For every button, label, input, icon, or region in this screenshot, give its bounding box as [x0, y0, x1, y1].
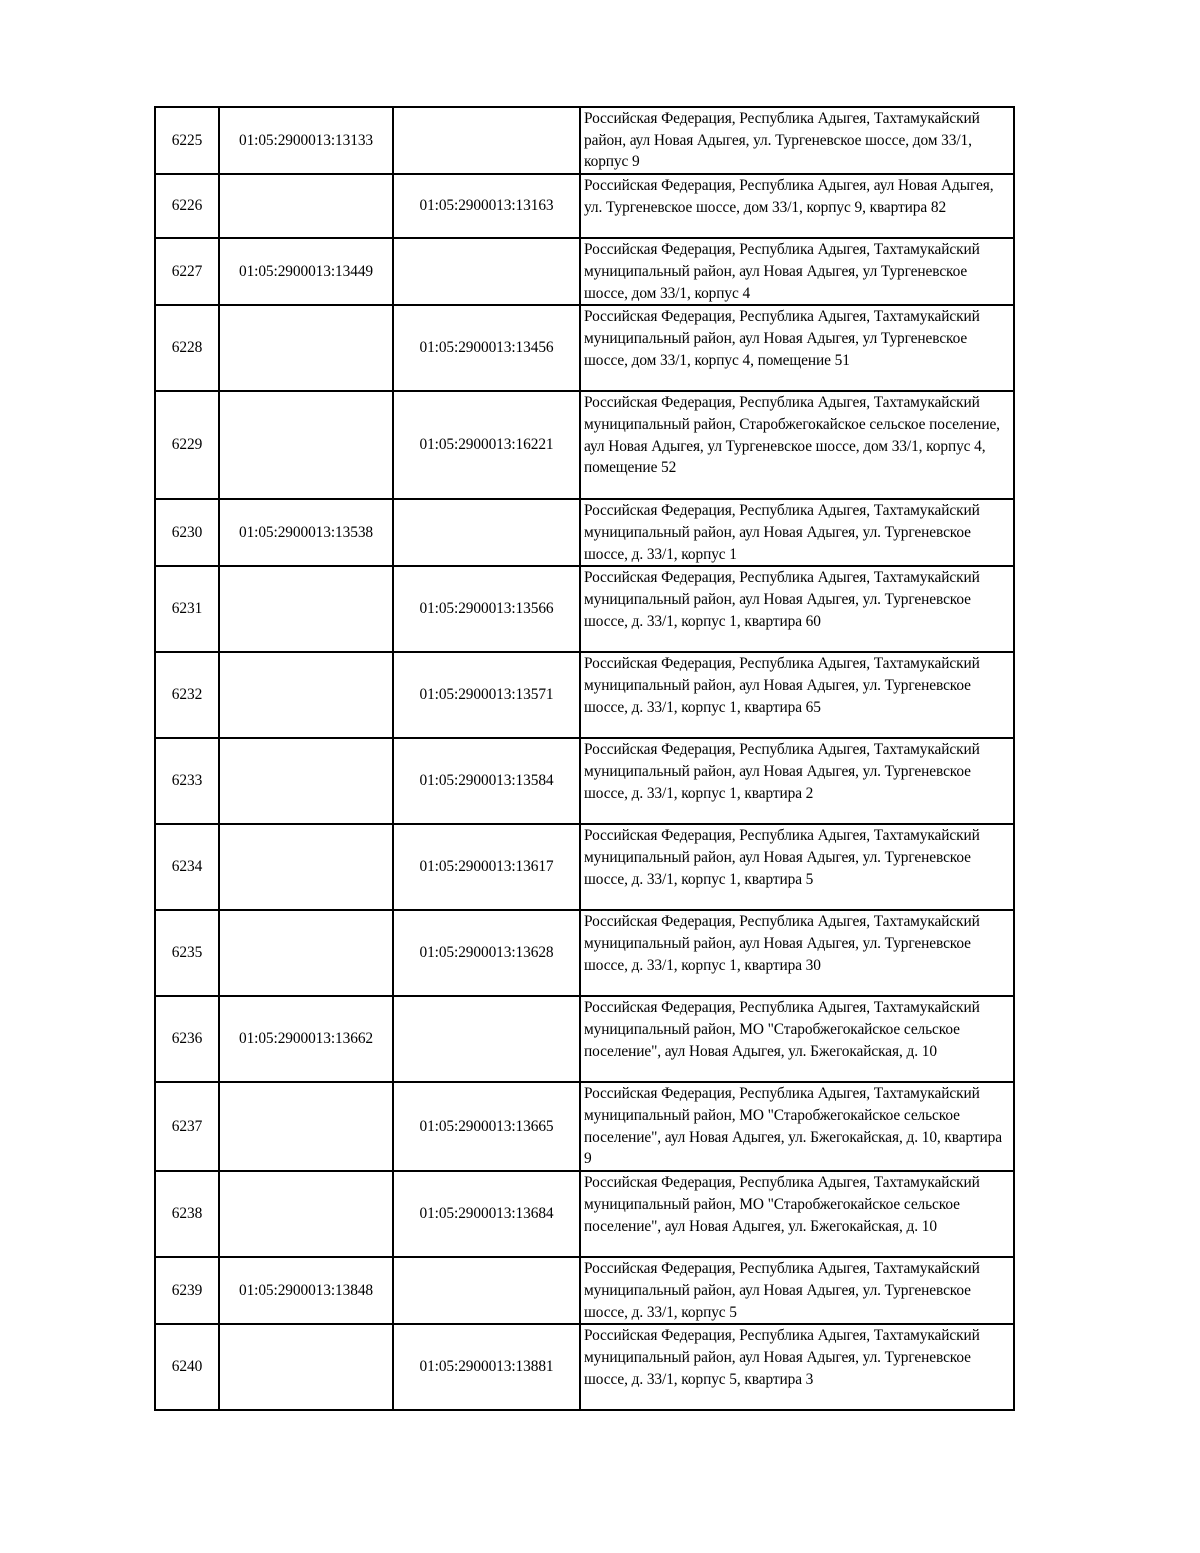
address-cell: Российская Федерация, Республика Адыгея, Тахтамукайский муниципальный район, аул Новая Адыгея, ул. Тургеневское шоссе, д. 33/1, корпус 1, квартира 5 — [580, 824, 1014, 910]
row-number: 6227 — [155, 238, 219, 305]
building-cadastral-number: 01:05:2900013:13133 — [219, 107, 393, 174]
premise-cadastral-number: 01:05:2900013:13881 — [393, 1324, 580, 1410]
premise-cadastral-number: 01:05:2900013:13665 — [393, 1082, 580, 1171]
address-cell: Российская Федерация, Республика Адыгея, Тахтамукайский муниципальный район, аул Новая Адыгея, ул. Тургеневское шоссе, д. 33/1, корпус 1, квартира 30 — [580, 910, 1014, 996]
premise-cadastral-number: 01:05:2900013:13566 — [393, 566, 580, 652]
table-row — [155, 238, 1014, 305]
address-cell: Российская Федерация, Республика Адыгея, Тахтамукайский муниципальный район, Старобжегокайское сельское поселение, аул Новая Адыгея, ул Тургеневское шоссе, дом 33/1, корпус 4, помещение 52 — [580, 391, 1014, 499]
building-cadastral-number — [219, 910, 393, 996]
building-cadastral-number — [219, 738, 393, 824]
building-cadastral-number: 01:05:2900013:13848 — [219, 1257, 393, 1324]
premise-cadastral-number — [393, 1257, 580, 1324]
row-number: 6238 — [155, 1171, 219, 1257]
premise-cadastral-number: 01:05:2900013:13628 — [393, 910, 580, 996]
row-number: 6234 — [155, 824, 219, 910]
building-cadastral-number: 01:05:2900013:13662 — [219, 996, 393, 1082]
table-row — [155, 1324, 1014, 1410]
building-cadastral-number — [219, 1324, 393, 1410]
building-cadastral-number: 01:05:2900013:13449 — [219, 238, 393, 305]
table-row — [155, 652, 1014, 738]
row-number: 6239 — [155, 1257, 219, 1324]
table-row — [155, 174, 1014, 238]
address-cell: Российская Федерация, Республика Адыгея, Тахтамукайский муниципальный район, аул Новая Адыгея, ул Тургеневское шоссе, дом 33/1, корпус 4, помещение 51 — [580, 305, 1014, 391]
table-row — [155, 1082, 1014, 1171]
address-cell: Российская Федерация, Республика Адыгея, Тахтамукайский муниципальный район, МО "Старобжегокайское сельское поселение", аул Новая Адыгея, ул. Бжегокайская, д. 10 — [580, 1171, 1014, 1257]
address-cell: Российская Федерация, Республика Адыгея, Тахтамукайский муниципальный район, аул Новая Адыгея, ул. Тургеневское шоссе, д. 33/1, корпус 1, квартира 60 — [580, 566, 1014, 652]
table-row — [155, 738, 1014, 824]
table-row — [155, 824, 1014, 910]
address-cell: Российская Федерация, Республика Адыгея, Тахтамукайский муниципальный район, аул Новая Адыгея, ул Тургеневское шоссе, дом 33/1, корпус 4 — [580, 238, 1014, 305]
address-cell: Российская Федерация, Республика Адыгея, Тахтамукайский муниципальный район, аул Новая Адыгея, ул. Тургеневское шоссе, д. 33/1, корпус 5 — [580, 1257, 1014, 1324]
address-cell: Российская Федерация, Республика Адыгея, Тахтамукайский район, аул Новая Адыгея, ул. Тургеневское шоссе, дом 33/1, корпус 9 — [580, 107, 1014, 174]
building-cadastral-number — [219, 305, 393, 391]
building-cadastral-number — [219, 174, 393, 238]
premise-cadastral-number: 01:05:2900013:13684 — [393, 1171, 580, 1257]
premise-cadastral-number: 01:05:2900013:13571 — [393, 652, 580, 738]
building-cadastral-number: 01:05:2900013:13538 — [219, 499, 393, 566]
premise-cadastral-number: 01:05:2900013:13163 — [393, 174, 580, 238]
row-number: 6233 — [155, 738, 219, 824]
table-row — [155, 566, 1014, 652]
address-cell: Российская Федерация, Республика Адыгея, аул Новая Адыгея, ул. Тургеневское шоссе, дом 33/1, корпус 9, квартира 82 — [580, 174, 1014, 238]
building-cadastral-number — [219, 824, 393, 910]
row-number: 6235 — [155, 910, 219, 996]
premise-cadastral-number: 01:05:2900013:13584 — [393, 738, 580, 824]
premise-cadastral-number — [393, 107, 580, 174]
building-cadastral-number — [219, 1171, 393, 1257]
address-cell: Российская Федерация, Республика Адыгея, Тахтамукайский муниципальный район, аул Новая Адыгея, ул. Тургеневское шоссе, д. 33/1, корпус 1, квартира 2 — [580, 738, 1014, 824]
premise-cadastral-number — [393, 238, 580, 305]
table-row — [155, 391, 1014, 499]
premise-cadastral-number — [393, 499, 580, 566]
cadastral-registry-table — [154, 106, 1015, 1411]
table-row — [155, 996, 1014, 1082]
premise-cadastral-number: 01:05:2900013:13617 — [393, 824, 580, 910]
building-cadastral-number — [219, 1082, 393, 1171]
premise-cadastral-number: 01:05:2900013:16221 — [393, 391, 580, 499]
table-row — [155, 1171, 1014, 1257]
table-row — [155, 305, 1014, 391]
row-number: 6240 — [155, 1324, 219, 1410]
premise-cadastral-number: 01:05:2900013:13456 — [393, 305, 580, 391]
row-number: 6232 — [155, 652, 219, 738]
building-cadastral-number — [219, 652, 393, 738]
row-number: 6237 — [155, 1082, 219, 1171]
table-row — [155, 107, 1014, 174]
building-cadastral-number — [219, 391, 393, 499]
row-number: 6229 — [155, 391, 219, 499]
row-number: 6231 — [155, 566, 219, 652]
building-cadastral-number — [219, 566, 393, 652]
premise-cadastral-number — [393, 996, 580, 1082]
address-cell: Российская Федерация, Республика Адыгея, Тахтамукайский муниципальный район, МО "Старобжегокайское сельское поселение", аул Новая Адыгея, ул. Бжегокайская, д. 10, квартира 9 — [580, 1082, 1014, 1171]
row-number: 6225 — [155, 107, 219, 174]
address-cell: Российская Федерация, Республика Адыгея, Тахтамукайский муниципальный район, аул Новая Адыгея, ул. Тургеневское шоссе, д. 33/1, корпус 1 — [580, 499, 1014, 566]
table-row — [155, 1257, 1014, 1324]
table-row — [155, 910, 1014, 996]
row-number: 6230 — [155, 499, 219, 566]
row-number: 6226 — [155, 174, 219, 238]
address-cell: Российская Федерация, Республика Адыгея, Тахтамукайский муниципальный район, МО "Старобжегокайское сельское поселение", аул Новая Адыгея, ул. Бжегокайская, д. 10 — [580, 996, 1014, 1082]
address-cell: Российская Федерация, Республика Адыгея, Тахтамукайский муниципальный район, аул Новая Адыгея, ул. Тургеневское шоссе, д. 33/1, корпус 5, квартира 3 — [580, 1324, 1014, 1410]
table-row — [155, 499, 1014, 566]
row-number: 6236 — [155, 996, 219, 1082]
row-number: 6228 — [155, 305, 219, 391]
address-cell: Российская Федерация, Республика Адыгея, Тахтамукайский муниципальный район, аул Новая Адыгея, ул. Тургеневское шоссе, д. 33/1, корпус 1, квартира 65 — [580, 652, 1014, 738]
